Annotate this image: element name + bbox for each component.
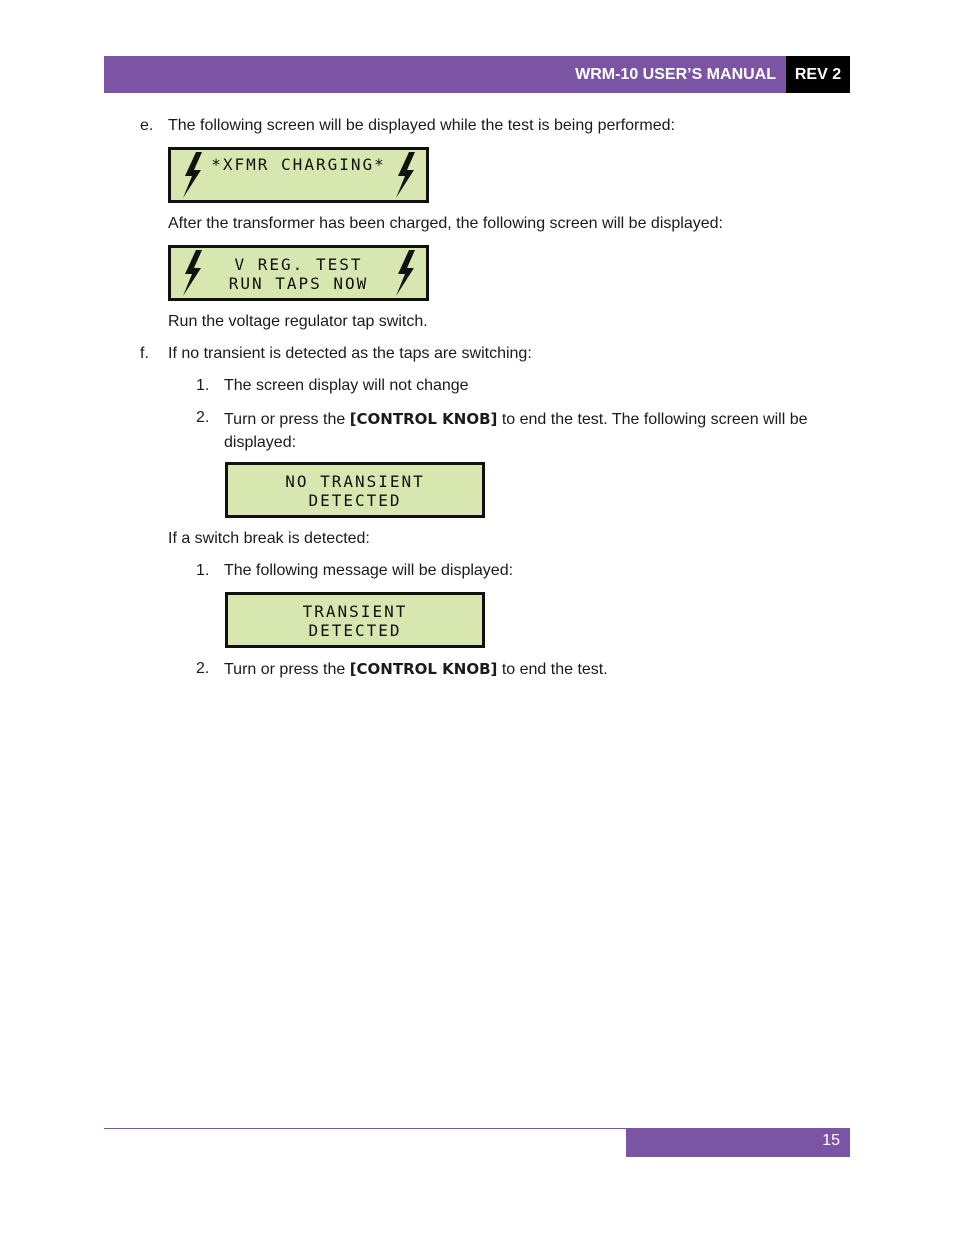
lightning-bolt-icon (394, 152, 416, 198)
control-knob-label: [CONTROL KNOB] (349, 660, 498, 678)
step-e-text: The following screen will be displayed while the test is being performed: (168, 117, 675, 134)
after-charged-text: After the transformer has been charged, the following screen will be displayed: (168, 215, 723, 232)
list-item-number: 1. (196, 562, 210, 579)
list-item-text (224, 659, 608, 680)
revision-badge: REV 2 (786, 56, 850, 93)
list-item-number: 1. (196, 377, 210, 394)
list-item-text (224, 408, 850, 454)
step-f-marker: f. (140, 345, 149, 362)
text-segment: Turn or press the (224, 661, 350, 678)
lcd-line-1: TRANSIENT (302, 602, 408, 621)
lcd-line-1: NO TRANSIENT (285, 472, 425, 491)
page-number: 15 (626, 1128, 850, 1157)
lcd-line-2: RUN TAPS NOW (228, 274, 369, 293)
step-f-text: If no transient is detected as the taps are switching: (168, 345, 532, 362)
run-tap-switch-text: Run the voltage regulator tap switch. (168, 313, 428, 330)
lcd-line-1: V REG. TEST (234, 255, 363, 274)
lightning-bolt-icon (394, 250, 416, 296)
lcd-line-2: DETECTED (308, 621, 402, 640)
list-item-number: 2. (196, 409, 210, 426)
switch-break-text: If a switch break is detected: (168, 530, 370, 547)
lcd-screen-transient (225, 592, 485, 648)
text-segment: Turn or press the (224, 411, 350, 428)
lcd-line-2: DETECTED (308, 491, 402, 510)
lcd-screen-xfmr-charging (168, 147, 429, 203)
control-knob-label: [CONTROL KNOB] (349, 410, 498, 428)
text-segment: to end the test. The following screen will be displayed: (224, 411, 808, 451)
lcd-line-1: *XFMR CHARGING* (211, 155, 386, 174)
step-e-marker: e. (140, 117, 154, 134)
manual-title: WRM-10 USER’S MANUAL (575, 66, 776, 83)
lcd-screen-v-reg-test (168, 245, 429, 301)
list-item-text: The following message will be displayed: (224, 562, 514, 579)
list-item-number: 2. (196, 660, 210, 677)
lcd-screen-no-transient (225, 462, 485, 518)
list-item-text: The screen display will not change (224, 377, 469, 394)
text-segment: to end the test. (497, 661, 608, 678)
header-bar (104, 56, 850, 93)
